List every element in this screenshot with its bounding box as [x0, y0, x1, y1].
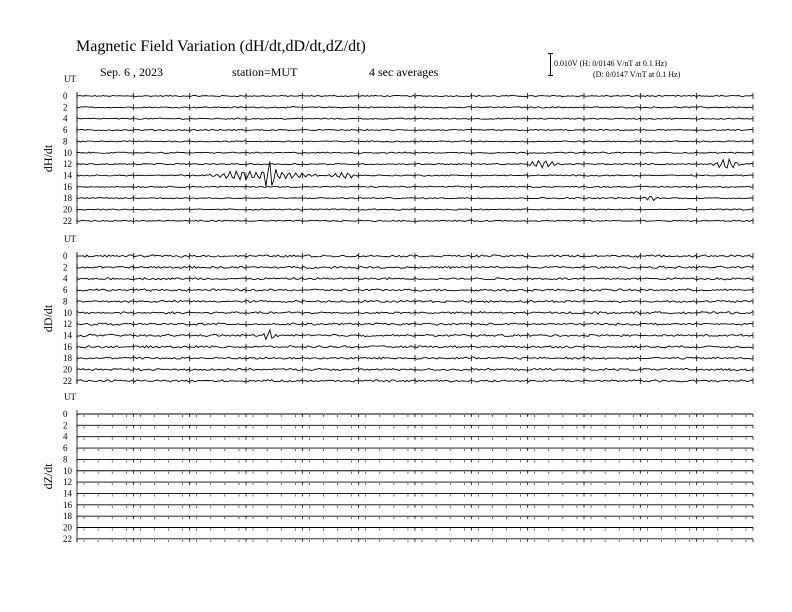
ut-label: UT	[64, 234, 76, 244]
hour-label: 10	[63, 465, 72, 476]
hour-label: 12	[63, 159, 72, 170]
hour-label: 2	[63, 262, 68, 273]
hour-label: 12	[63, 319, 72, 330]
date-label: Sep. 6 , 2023	[100, 65, 163, 79]
hour-label: 8	[63, 454, 68, 465]
hour-label: 6	[63, 285, 68, 296]
hour-label: 2	[63, 102, 68, 113]
hour-label: 18	[63, 193, 72, 204]
panel-ylabel: dD/dt	[41, 304, 55, 333]
hour-label: 20	[63, 204, 72, 215]
hour-label: 4	[63, 273, 68, 284]
hour-label: 2	[63, 420, 68, 431]
hour-label: 22	[63, 215, 72, 226]
hour-label: 18	[63, 353, 72, 364]
hour-label: 20	[63, 522, 72, 533]
scale-label: 0.010V (H: 0/0146 V/nT at 0.1 Hz)	[554, 59, 667, 68]
hour-label: 10	[63, 147, 72, 158]
hour-label: 14	[63, 488, 72, 499]
hour-label: 14	[63, 170, 72, 181]
hour-label: 22	[63, 375, 72, 386]
hour-label: 16	[63, 181, 72, 192]
hour-label: 20	[63, 364, 72, 375]
scale-sublabel: (D: 0/0147 V/nT at 0.1 Hz)	[593, 70, 681, 79]
hour-label: 6	[63, 125, 68, 136]
hour-label: 22	[63, 533, 72, 544]
hour-label: 0	[63, 251, 68, 261]
hour-label: 0	[63, 91, 68, 101]
hour-label: 16	[63, 341, 72, 352]
hour-label: 8	[63, 296, 68, 307]
station-label: station=MUT	[232, 65, 298, 79]
ut-label: UT	[64, 74, 76, 84]
chart-title: Magnetic Field Variation (dH/dt,dD/dt,dZ/dt)	[76, 38, 366, 55]
hour-label: 4	[63, 431, 68, 442]
hour-label: 6	[63, 443, 68, 454]
hour-label: 0	[63, 409, 68, 419]
panel-ylabel: dZ/dt	[41, 463, 55, 490]
hour-label: 4	[63, 113, 68, 124]
hour-label: 12	[63, 477, 72, 488]
hour-label: 18	[63, 511, 72, 522]
averaging-label: 4 sec averages	[369, 65, 439, 79]
panel-ylabel: dH/dt	[41, 144, 55, 173]
hour-label: 8	[63, 136, 68, 147]
ut-label: UT	[64, 392, 76, 402]
hour-label: 10	[63, 307, 72, 318]
hour-label: 16	[63, 499, 72, 510]
hour-label: 14	[63, 330, 72, 341]
